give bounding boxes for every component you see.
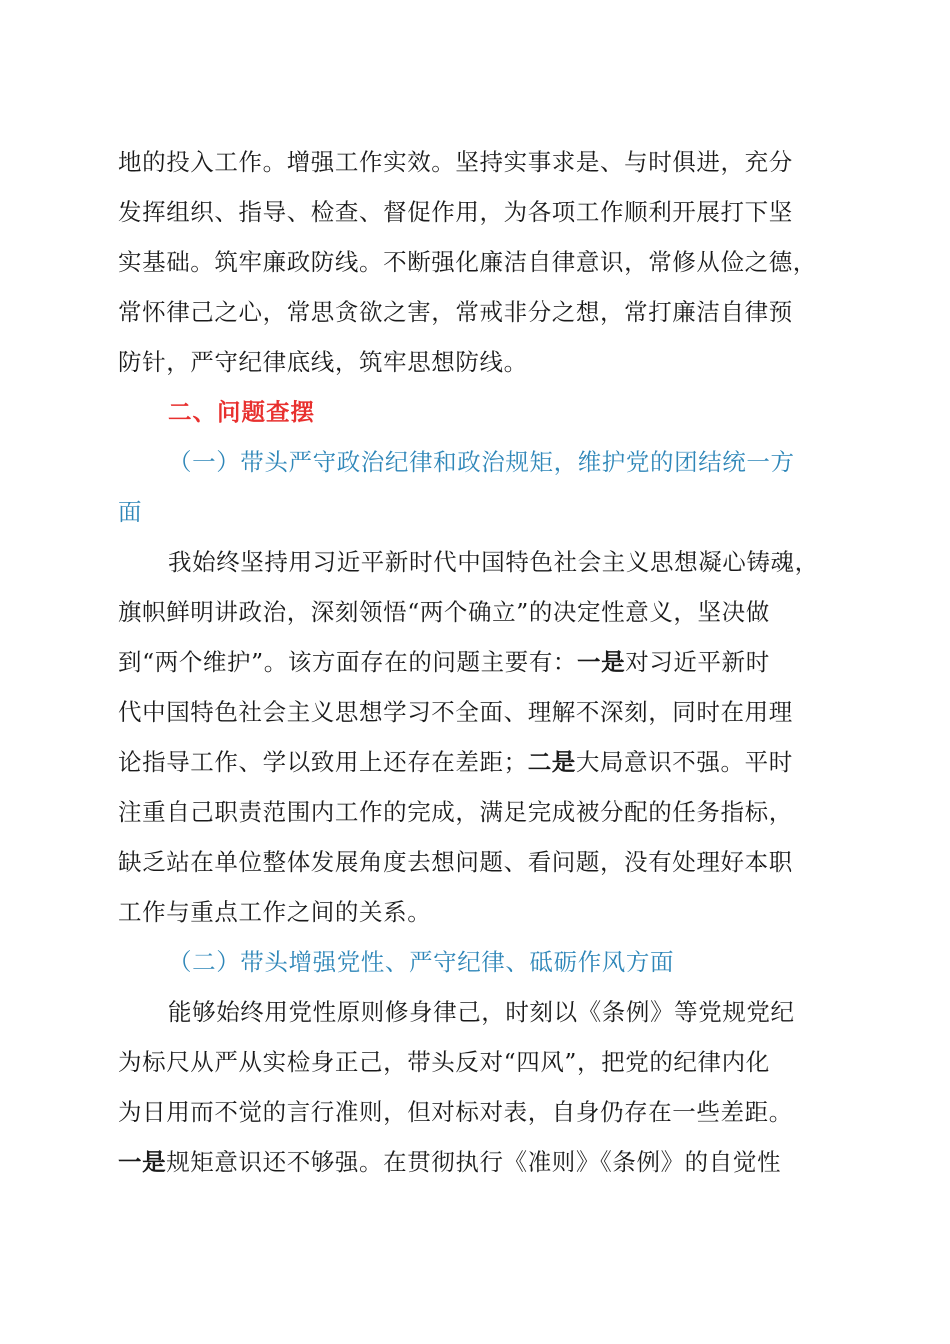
text-line: 防针，严守纪律底线，筑牢思想防线。 [118, 348, 528, 376]
text-line: 代中国特色社会主义思想学习不全面、理解不深刻，同时在用理 [118, 698, 793, 726]
bold-marker: 二是 [527, 748, 576, 776]
text-line: 我始终坚持用习近平新时代中国特色社会主义思想凝心铸魂， [168, 548, 819, 576]
document-page [118, 137, 830, 1187]
text-segment: 到“两个维护”。该方面存在的问题主要有： [118, 648, 578, 676]
paragraph-party-spirit [118, 987, 830, 1187]
subheading-line: （一）带头严守政治纪律和政治规矩，维护党的团结统一方 [168, 448, 795, 476]
text-line: 为标尺从严从实检身正己，带头反对“四风”，把党的纪律内化 [118, 1048, 770, 1076]
bold-marker: 一是 [577, 648, 626, 676]
subheading-political-discipline [118, 437, 830, 537]
text-line: 为日用而不觉的言行准则，但对标对表，自身仍存在一些差距。 [118, 1098, 793, 1126]
paragraph-work-effectiveness [118, 137, 830, 387]
text-line: 地的投入工作。增强工作实效。坚持实事求是、与时俱进，充分 [118, 148, 793, 176]
text-line: 能够始终用党性原则修身律己，时刻以《条例》等党规党纪 [168, 998, 795, 1026]
text-line: 常怀律己之心，常思贪欲之害，常戒非分之想，常打廉洁自律预 [118, 298, 793, 326]
text-segment: 论指导工作、学以致用上还存在差距； [118, 748, 528, 776]
subheading-line: 面 [118, 498, 143, 526]
section-heading-problems: 二、问题查摆 [168, 398, 315, 426]
text-line [118, 637, 830, 687]
text-line: 发挥组织、指导、检查、督促作用，为各项工作顺利开展打下坚 [118, 198, 793, 226]
text-line: 旗帜鲜明讲政治，深刻领悟“两个确立”的决定性意义，坚决做 [118, 598, 770, 626]
text-segment: 规矩意识还不够强。在贯彻执行《准则》《条例》的自觉性 [166, 1148, 782, 1176]
text-segment: 对习近平新时 [625, 648, 770, 676]
text-line [118, 1137, 830, 1187]
text-line: 工作与重点工作之间的关系。 [118, 898, 432, 926]
text-line: 实基础。筑牢廉政防线。不断强化廉洁自律意识，常修从俭之德， [118, 248, 817, 276]
subheading-party-spirit: （二）带头增强党性、严守纪律、砥砺作风方面 [168, 948, 675, 976]
text-segment: 大局意识不强。平时 [575, 748, 793, 776]
bold-marker: 一是 [118, 1148, 167, 1176]
text-line: 缺乏站在单位整体发展角度去想问题、看问题，没有处理好本职 [118, 848, 793, 876]
text-line: 注重自己职责范围内工作的完成，满足完成被分配的任务指标， [118, 798, 793, 826]
paragraph-political-discipline [118, 537, 830, 937]
text-line [118, 737, 830, 787]
